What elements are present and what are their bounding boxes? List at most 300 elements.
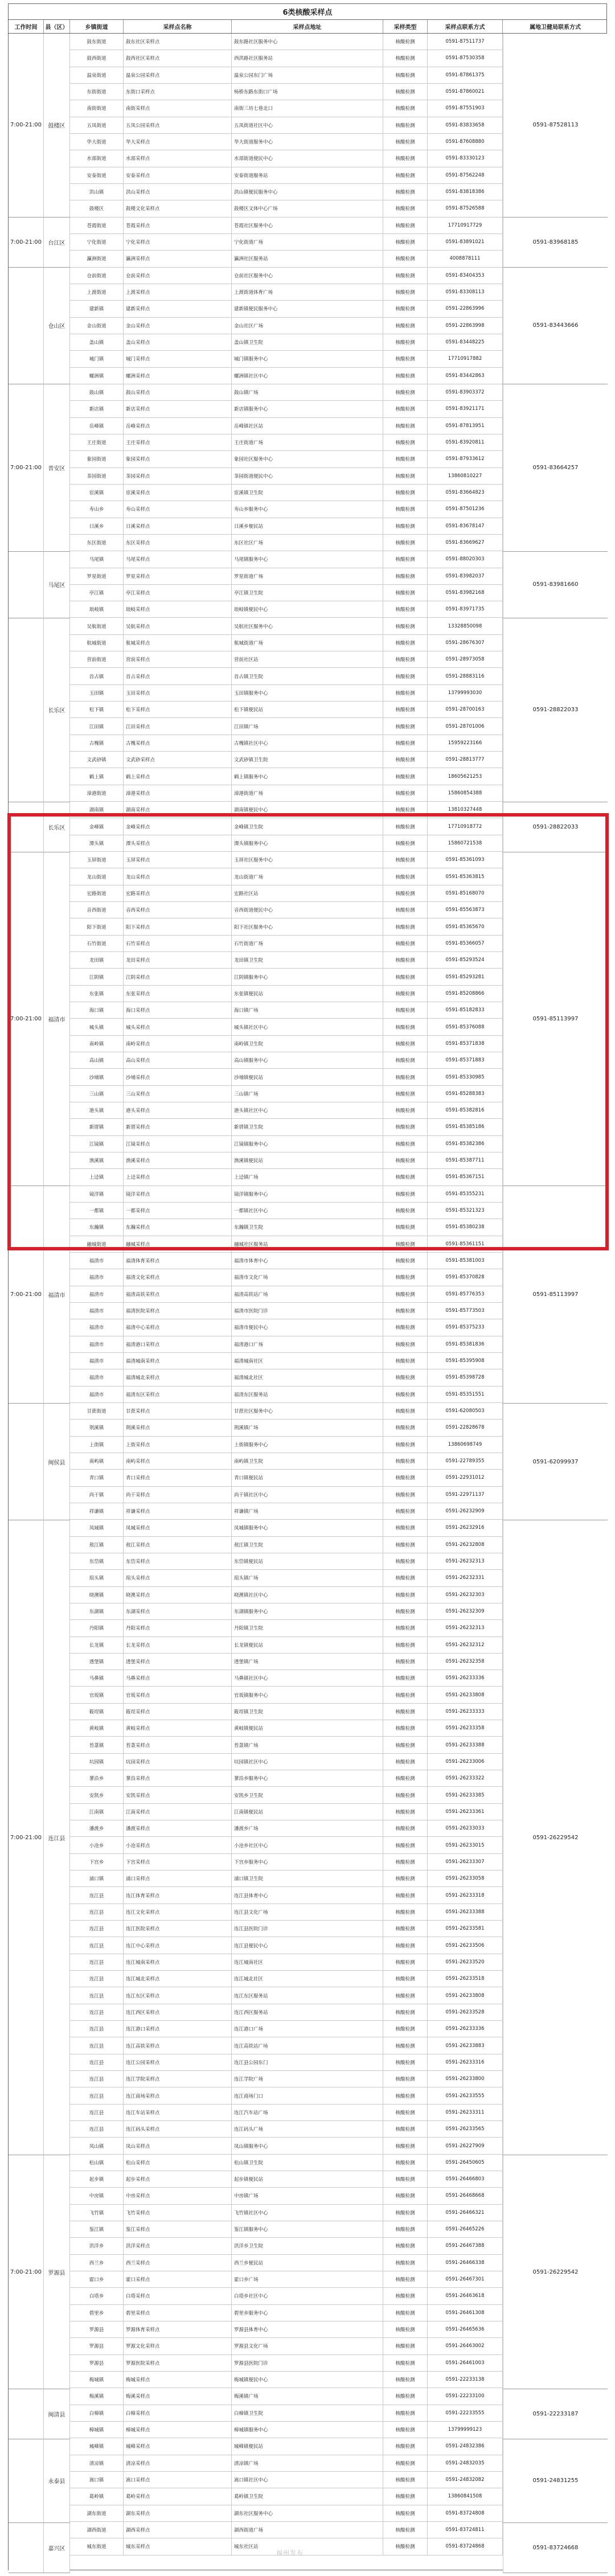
cell-phone: 0591-85381836 (428, 1336, 503, 1352)
cell-addr: 江镜镇服务中心 (232, 1136, 383, 1152)
group-call: 0591-26229542 (503, 1520, 608, 2155)
cell-name: 松山采样点 (124, 2155, 232, 2171)
cell-phone: 0591-85293524 (428, 952, 503, 968)
cell-phone: 0591-85382816 (428, 1102, 503, 1118)
cell-phone: 0591-85208866 (428, 986, 503, 1002)
cell-addr: 福清城北社区 (232, 1369, 383, 1385)
cell-type: 核酸检测 (383, 735, 428, 751)
cell-phone: 0591-26233322 (428, 1770, 503, 1786)
cell-name: 螺洲采样点 (124, 368, 232, 384)
cell-town: 连江县 (70, 2021, 124, 2037)
cell-addr: 连江东区服务站 (232, 1987, 383, 2003)
cell-name: 东岱采样点 (124, 1553, 232, 1569)
cell-town: 渔溪镇 (70, 1152, 124, 1168)
cell-town: 连江县 (70, 1987, 124, 2003)
cell-phone: 0591-83724808 (428, 2505, 503, 2521)
cell-town: 长龙镇 (70, 1637, 124, 1653)
cell-name: 鼓楼文化采样点 (124, 200, 232, 216)
cell-town: 一都镇 (70, 1203, 124, 1219)
cell-name: 琯头采样点 (124, 1570, 232, 1586)
cell-town: 螺洲镇 (70, 368, 124, 384)
cell-town: 江阴镇 (70, 969, 124, 985)
cell-type: 核酸检测 (383, 200, 428, 216)
cell-type: 核酸检测 (383, 2155, 428, 2171)
cell-type: 核酸检测 (383, 1336, 428, 1352)
group-time: 7:00-21:00 (9, 1186, 44, 1403)
cell-phone: 0591-26233318 (428, 1887, 503, 1903)
cell-phone: 0591-85182833 (428, 1002, 503, 1018)
header-town: 乡镇街道 (70, 20, 124, 33)
cell-town: 白塔乡 (70, 2288, 124, 2304)
cell-name: 梅溪采样点 (124, 2388, 232, 2404)
cell-town: 东区街道 (70, 535, 124, 551)
cell-phone: 0591-85376088 (428, 1019, 503, 1035)
cell-type: 核酸检测 (383, 1369, 428, 1385)
cell-name: 五凤公园采样点 (124, 117, 232, 133)
cell-name: 江镜采样点 (124, 1136, 232, 1152)
cell-phone: 0591-26233333 (428, 1704, 503, 1720)
cell-addr: 东湖镇服务中心 (232, 1603, 383, 1619)
cell-town: 华大街道 (70, 134, 124, 150)
cell-addr: 松山镇卫生院 (232, 2155, 383, 2171)
cell-phone: 18605621253 (428, 768, 503, 784)
cell-addr: 福清港口广场 (232, 1336, 383, 1352)
cell-phone: 0591-26465226 (428, 2221, 503, 2237)
cell-phone: 0591-83442863 (428, 368, 503, 384)
group-time (9, 1404, 44, 1520)
cell-name: 官坂采样点 (124, 1687, 232, 1703)
cell-name: 宏路采样点 (124, 885, 232, 901)
cell-type: 核酸检测 (383, 1152, 428, 1168)
cell-phone: 0591-28701006 (428, 718, 503, 734)
cell-town: 上渡街道 (70, 284, 124, 300)
cell-name: 玉田采样点 (124, 685, 232, 701)
cell-phone: 0591-22233138 (428, 2372, 503, 2388)
cell-phone: 0591-83818386 (428, 184, 503, 200)
cell-name: 白樟采样点 (124, 2405, 232, 2421)
cell-phone: 0591-87526588 (428, 200, 503, 216)
cell-addr: 江南镇便民站 (232, 1804, 383, 1820)
cell-name: 古槐采样点 (124, 735, 232, 751)
cell-phone: 0591-87501236 (428, 501, 503, 517)
cell-addr: 港头镇社区中心 (232, 1102, 383, 1118)
cell-town: 城门镇 (70, 351, 124, 367)
cell-town: 音西街道 (70, 902, 124, 918)
cell-name: 江南采样点 (124, 1804, 232, 1820)
cell-phone: 0591-26232312 (428, 1637, 503, 1653)
cell-town: 连江县 (70, 2071, 124, 2087)
cell-type: 核酸检测 (383, 1837, 428, 1853)
cell-town: 福清市 (70, 1303, 124, 1319)
cell-town: 洪山镇 (70, 184, 124, 200)
cell-addr: 江田镇广场 (232, 718, 383, 734)
cell-name: 连江文化采样点 (124, 1904, 232, 1920)
cell-phone: 0591-26232808 (428, 1537, 503, 1553)
cell-town: 岳峰镇 (70, 418, 124, 434)
cell-type: 核酸检测 (383, 1319, 428, 1335)
header-time: 工作时间 (9, 20, 44, 33)
cell-type: 核酸检测 (383, 1520, 428, 1536)
cell-type: 核酸检测 (383, 535, 428, 551)
cell-type: 核酸检测 (383, 434, 428, 450)
cell-name: 嵩口采样点 (124, 2472, 232, 2488)
cell-addr: 东张镇便民站 (232, 986, 383, 1002)
cell-name: 吴航采样点 (124, 618, 232, 634)
cell-name: 东湖采样点 (124, 1603, 232, 1619)
cell-addr: 梅溪镇广场 (232, 2388, 383, 2404)
cell-town: 罗源县 (70, 2338, 124, 2354)
cell-type: 核酸检测 (383, 451, 428, 467)
cell-type: 核酸检测 (383, 668, 428, 684)
cell-addr: 苔菉镇广场 (232, 1737, 383, 1753)
cell-name: 江田采样点 (124, 718, 232, 734)
cell-town: 阳下街道 (70, 918, 124, 934)
group-time: 7:00-21:00 (9, 852, 44, 1187)
group-time (9, 802, 44, 852)
cell-phone: 0591-85363815 (428, 868, 503, 884)
cell-name: 福清港口采样点 (124, 1336, 232, 1352)
cell-name: 新店采样点 (124, 401, 232, 417)
cell-type: 核酸检测 (383, 718, 428, 734)
cell-type: 核酸检测 (383, 1987, 428, 2003)
cell-name: 罗源医院采样点 (124, 2355, 232, 2371)
group-district: 台江区 (44, 218, 70, 268)
cell-phone: 0591-26232916 (428, 1520, 503, 1536)
cell-addr: 洪洋乡卫生院 (232, 2238, 383, 2254)
cell-name: 三山采样点 (124, 1086, 232, 1102)
cell-addr: 镜洋镇服务中心 (232, 1186, 383, 1202)
cell-type: 核酸检测 (383, 702, 428, 717)
cell-name: 小沧采样点 (124, 1837, 232, 1853)
cell-type: 核酸检测 (383, 936, 428, 951)
cell-type: 核酸检测 (383, 1052, 428, 1068)
cell-phone: 0591-26233033 (428, 1820, 503, 1836)
cell-addr: 湖西街道广场 (232, 2522, 383, 2538)
cell-addr: 丹阳镇卫生院 (232, 1620, 383, 1636)
cell-town: 福清市 (70, 1387, 124, 1402)
cell-town: 玉屏街道 (70, 852, 124, 868)
cell-town: 东街街道 (70, 84, 124, 100)
watermark: 福州发布 (276, 2549, 304, 2557)
cell-town: 南街街道 (70, 100, 124, 116)
group-district: 晋安区 (44, 384, 70, 551)
cell-name: 阳下采样点 (124, 918, 232, 934)
cell-type: 核酸检测 (383, 34, 428, 50)
cell-addr: 华大街道服务中心 (232, 134, 383, 150)
cell-phone: 0591-26232313 (428, 1553, 503, 1569)
cell-name: 洪山采样点 (124, 184, 232, 200)
cell-phone: 0591-26232309 (428, 1603, 503, 1619)
cell-name: 晓澳采样点 (124, 1587, 232, 1603)
cell-name: 城东采样点 (124, 2538, 232, 2554)
cell-phone: 0591-85168070 (428, 885, 503, 901)
cell-addr: 浦口镇卫生院 (232, 1871, 383, 1886)
cell-addr: 甘蔗社区服务中心 (232, 1403, 383, 1419)
cell-addr: 福清高铁站广场 (232, 1286, 383, 1302)
cell-town: 东张镇 (70, 986, 124, 1002)
cell-name: 樟城采样点 (124, 2422, 232, 2438)
cell-addr: 城东社区站 (232, 2538, 383, 2554)
cell-addr: 安凯乡卫生院 (232, 1787, 383, 1803)
cell-name: 安泰采样点 (124, 167, 232, 183)
cell-town: 连江县 (70, 1921, 124, 1937)
cell-name: 文武砂采样点 (124, 752, 232, 768)
group-call: 0591-62099937 (503, 1404, 608, 1520)
cell-addr: 王庄街道广场 (232, 434, 383, 450)
cell-type: 核酸检测 (383, 167, 428, 183)
cell-town: 盖山镇 (70, 334, 124, 350)
cell-phone: 0591-87530358 (428, 50, 503, 66)
cell-town: 水部街道 (70, 150, 124, 166)
cell-town: 宦溪镇 (70, 485, 124, 501)
cell-addr: 福清城南社区 (232, 1353, 383, 1369)
cell-addr: 一都镇社区中心 (232, 1203, 383, 1219)
cell-phone: 0591-28676307 (428, 635, 503, 651)
cell-name: 祥谦采样点 (124, 1503, 232, 1519)
cell-phone: 0591-26466321 (428, 2205, 503, 2221)
cell-town: 湖东街道 (70, 2505, 124, 2521)
cell-type: 核酸检测 (383, 1086, 428, 1102)
cell-type: 核酸检测 (383, 1102, 428, 1118)
cell-addr: 首占镇卫生院 (232, 668, 383, 684)
cell-type: 核酸检测 (383, 902, 428, 918)
cell-addr: 鼓东路社区服务中心 (232, 34, 383, 50)
cell-phone: 0591-85355231 (428, 1186, 503, 1202)
cell-type: 核酸检测 (383, 1253, 428, 1269)
cell-phone: 0591-26466338 (428, 2255, 503, 2271)
cell-phone: 0591-83920811 (428, 434, 503, 450)
cell-name: 苔菉采样点 (124, 1737, 232, 1753)
cell-addr: 寿山乡服务中心 (232, 501, 383, 517)
cell-addr: 南街三坊七巷北口 (232, 100, 383, 116)
cell-name: 温泉公园采样点 (124, 67, 232, 83)
cell-addr: 城头镇社区中心 (232, 1019, 383, 1035)
group-time (9, 552, 44, 618)
group-district: 仓山区 (44, 268, 70, 384)
cell-addr: 岳峰镇社区站 (232, 418, 383, 434)
cell-type: 核酸检测 (383, 568, 428, 584)
cell-type: 核酸检测 (383, 2021, 428, 2037)
cell-type: 核酸检测 (383, 1921, 428, 1937)
cell-town: 连江县 (70, 2087, 124, 2103)
cell-addr: 坑园镇社区中心 (232, 1754, 383, 1770)
cell-phone: 4008878111 (428, 251, 503, 266)
cell-addr: 福清市文化广场 (232, 1269, 383, 1285)
cell-name: 凤城采样点 (124, 1520, 232, 1536)
cell-phone: 0591-26450605 (428, 2155, 503, 2171)
cell-name: 仓前采样点 (124, 268, 232, 284)
cell-addr: 嵩口镇社区中心 (232, 2472, 383, 2488)
cell-type: 核酸检测 (383, 318, 428, 334)
cell-name: 连江城北采样点 (124, 1971, 232, 1987)
cell-addr: 潭头镇服务中心 (232, 835, 383, 851)
cell-type: 核酸检测 (383, 1303, 428, 1319)
cell-phone: 0591-83891021 (428, 234, 503, 250)
cell-type: 核酸检测 (383, 1871, 428, 1886)
cell-name: 港头采样点 (124, 1102, 232, 1118)
cell-addr: 潘渡乡广场 (232, 1820, 383, 1836)
cell-type: 核酸检测 (383, 1119, 428, 1135)
cell-name: 安凯采样点 (124, 1787, 232, 1803)
group-call: 0591-24831255 (503, 2439, 608, 2523)
cell-phone: 0591-83982037 (428, 568, 503, 584)
cell-addr: 连江西区服务站 (232, 2004, 383, 2020)
cell-type: 核酸检测 (383, 1136, 428, 1152)
cell-name: 宦溪采样点 (124, 485, 232, 501)
cell-town: 古槐镇 (70, 735, 124, 751)
cell-town: 首占镇 (70, 668, 124, 684)
cell-town: 青口镇 (70, 1470, 124, 1486)
cell-phone: 0591-85375233 (428, 1319, 503, 1335)
cell-town: 城东街道 (70, 2538, 124, 2554)
cell-town: 敖江镇 (70, 1537, 124, 1553)
cell-phone: 15959223166 (428, 735, 503, 751)
cell-addr: 马尾镇服务中心 (232, 551, 383, 567)
cell-name: 琅岐采样点 (124, 601, 232, 617)
cell-addr: 温泉公园东门广场 (232, 67, 383, 83)
cell-town: 东湖镇 (70, 1603, 124, 1619)
cell-addr: 新店镇服务中心 (232, 401, 383, 417)
cell-name: 渔溪采样点 (124, 1152, 232, 1168)
cell-name: 福清东区采样点 (124, 1387, 232, 1402)
cell-type: 核酸检测 (383, 2054, 428, 2070)
cell-addr: 祥谦镇广场 (232, 1503, 383, 1519)
cell-name: 江阴采样点 (124, 969, 232, 985)
header-type: 采样类型 (383, 20, 428, 33)
cell-addr: 小沧乡社区中心 (232, 1837, 383, 1853)
group-time (9, 268, 44, 384)
cell-addr: 象园社区服务中心 (232, 451, 383, 467)
header-district: 县（区） (44, 20, 70, 33)
cell-phone: 0591-26233506 (428, 1937, 503, 1953)
cell-name: 长龙采样点 (124, 1637, 232, 1653)
group-district: 罗源县 (44, 2155, 70, 2389)
cell-type: 核酸检测 (383, 2438, 428, 2454)
cell-type: 核酸检测 (383, 100, 428, 116)
cell-name: 湖南采样点 (124, 802, 232, 818)
cell-name: 东区采样点 (124, 535, 232, 551)
cell-phone: 0591-83971735 (428, 601, 503, 617)
cell-town: 飞竹镇 (70, 2205, 124, 2221)
cell-type: 核酸检测 (383, 868, 428, 884)
cell-type: 核酸检测 (383, 251, 428, 266)
cell-type: 核酸检测 (383, 2472, 428, 2488)
cell-name: 融城采样点 (124, 1236, 232, 1252)
cell-town: 尚干镇 (70, 1487, 124, 1503)
cell-name: 洪洋采样点 (124, 2238, 232, 2254)
group-district: 福清市 (44, 1186, 70, 1403)
cell-phone: 0591-83669627 (428, 535, 503, 551)
cell-type: 核酸检测 (383, 1537, 428, 1553)
cell-addr: 亭江镇卫生院 (232, 585, 383, 601)
cell-name: 荆溪采样点 (124, 1420, 232, 1435)
cell-type: 核酸检测 (383, 1887, 428, 1903)
cell-addr: 霍口乡广场 (232, 2271, 383, 2287)
cell-town: 安泰街道 (70, 167, 124, 183)
cell-name: 龙山采样点 (124, 868, 232, 884)
cell-type: 核酸检测 (383, 1603, 428, 1619)
cell-addr: 龙田镇卫生院 (232, 952, 383, 968)
cell-name: 镜洋采样点 (124, 1186, 232, 1202)
cell-addr: 透堡镇广场 (232, 1654, 383, 1670)
cell-name: 尚干采样点 (124, 1487, 232, 1503)
cell-town: 黄岐镇 (70, 1720, 124, 1736)
group-district: 长乐区 (44, 802, 70, 852)
cell-town: 连江县 (70, 2105, 124, 2120)
cell-phone: 0591-28973058 (428, 651, 503, 667)
cell-phone: 0591-26233581 (428, 1921, 503, 1937)
cell-phone: 0591-26467388 (428, 2238, 503, 2254)
cell-addr: 杨桥东路东街口广场 (232, 84, 383, 100)
cell-phone: 0591-85387711 (428, 1152, 503, 1168)
cell-town: 湖南镇 (70, 802, 124, 818)
group-call: 0591-83968185 (503, 218, 608, 268)
cell-phone: 0591-22828678 (428, 1420, 503, 1435)
cell-town: 甘蔗街道 (70, 1403, 124, 1419)
cell-phone: 0591-83448225 (428, 334, 503, 350)
cell-town: 上街镇 (70, 1437, 124, 1453)
cell-phone: 0591-22233100 (428, 2388, 503, 2404)
cell-name: 福清体育采样点 (124, 1253, 232, 1269)
cell-addr: 凤城镇服务中心 (232, 1520, 383, 1536)
cell-town: 连江县 (70, 2121, 124, 2137)
cell-phone: 0591-85365670 (428, 918, 503, 934)
cell-town: 罗源县 (70, 2355, 124, 2371)
cell-type: 核酸检测 (383, 1403, 428, 1419)
cell-type: 核酸检测 (383, 2255, 428, 2271)
cell-type: 核酸检测 (383, 150, 428, 166)
cell-name: 岳峰采样点 (124, 418, 232, 434)
cell-town: 鼓东街道 (70, 34, 124, 50)
cell-town: 苍霞街道 (70, 218, 124, 233)
cell-type: 核酸检测 (383, 401, 428, 417)
cell-town: 南屿镇 (70, 1453, 124, 1469)
cell-addr: 航城街道广场 (232, 635, 383, 651)
cell-type: 核酸检测 (383, 618, 428, 634)
cell-town: 宏路街道 (70, 885, 124, 901)
cell-addr: 筱埕镇卫生院 (232, 1704, 383, 1720)
cell-addr: 白樟镇卫生院 (232, 2405, 383, 2421)
cell-town: 三山镇 (70, 1086, 124, 1102)
cell-addr: 尚干镇社区中心 (232, 1487, 383, 1503)
cell-name: 城头采样点 (124, 1019, 232, 1035)
cell-type: 核酸检测 (383, 2488, 428, 2504)
cell-type: 核酸检测 (383, 1737, 428, 1753)
cell-phone: 0591-85385186 (428, 1119, 503, 1135)
group-call: 0591-85113997 (503, 852, 608, 1187)
cell-phone: 0591-22971137 (428, 1487, 503, 1503)
cell-addr: 城门镇服务中心 (232, 351, 383, 367)
cell-phone: 0591-85351551 (428, 1387, 503, 1402)
cell-town: 西兰乡 (70, 2255, 124, 2271)
cell-addr: 东区社区广场 (232, 535, 383, 551)
cell-type: 核酸检测 (383, 2305, 428, 2321)
cell-addr: 琯头镇广场 (232, 1570, 383, 1586)
cell-type: 核酸检测 (383, 601, 428, 617)
cell-addr: 五凤街道社区中心 (232, 117, 383, 133)
cell-phone: 15860721538 (428, 835, 503, 851)
cell-addr: 沙埔镇便民站 (232, 1069, 383, 1085)
cell-phone: 0591-26233336 (428, 2021, 503, 2037)
cell-town: 连江县 (70, 1904, 124, 1920)
cell-addr: 荆溪镇广场 (232, 1420, 383, 1435)
cell-addr: 起步镇便民站 (232, 2171, 383, 2187)
cell-phone: 0591-26465636 (428, 2321, 503, 2337)
cell-phone: 0591-26233307 (428, 1854, 503, 1870)
cell-name: 苍霞采样点 (124, 218, 232, 233)
cell-phone: 0591-83903372 (428, 384, 503, 400)
cell-town: 港头镇 (70, 1102, 124, 1118)
